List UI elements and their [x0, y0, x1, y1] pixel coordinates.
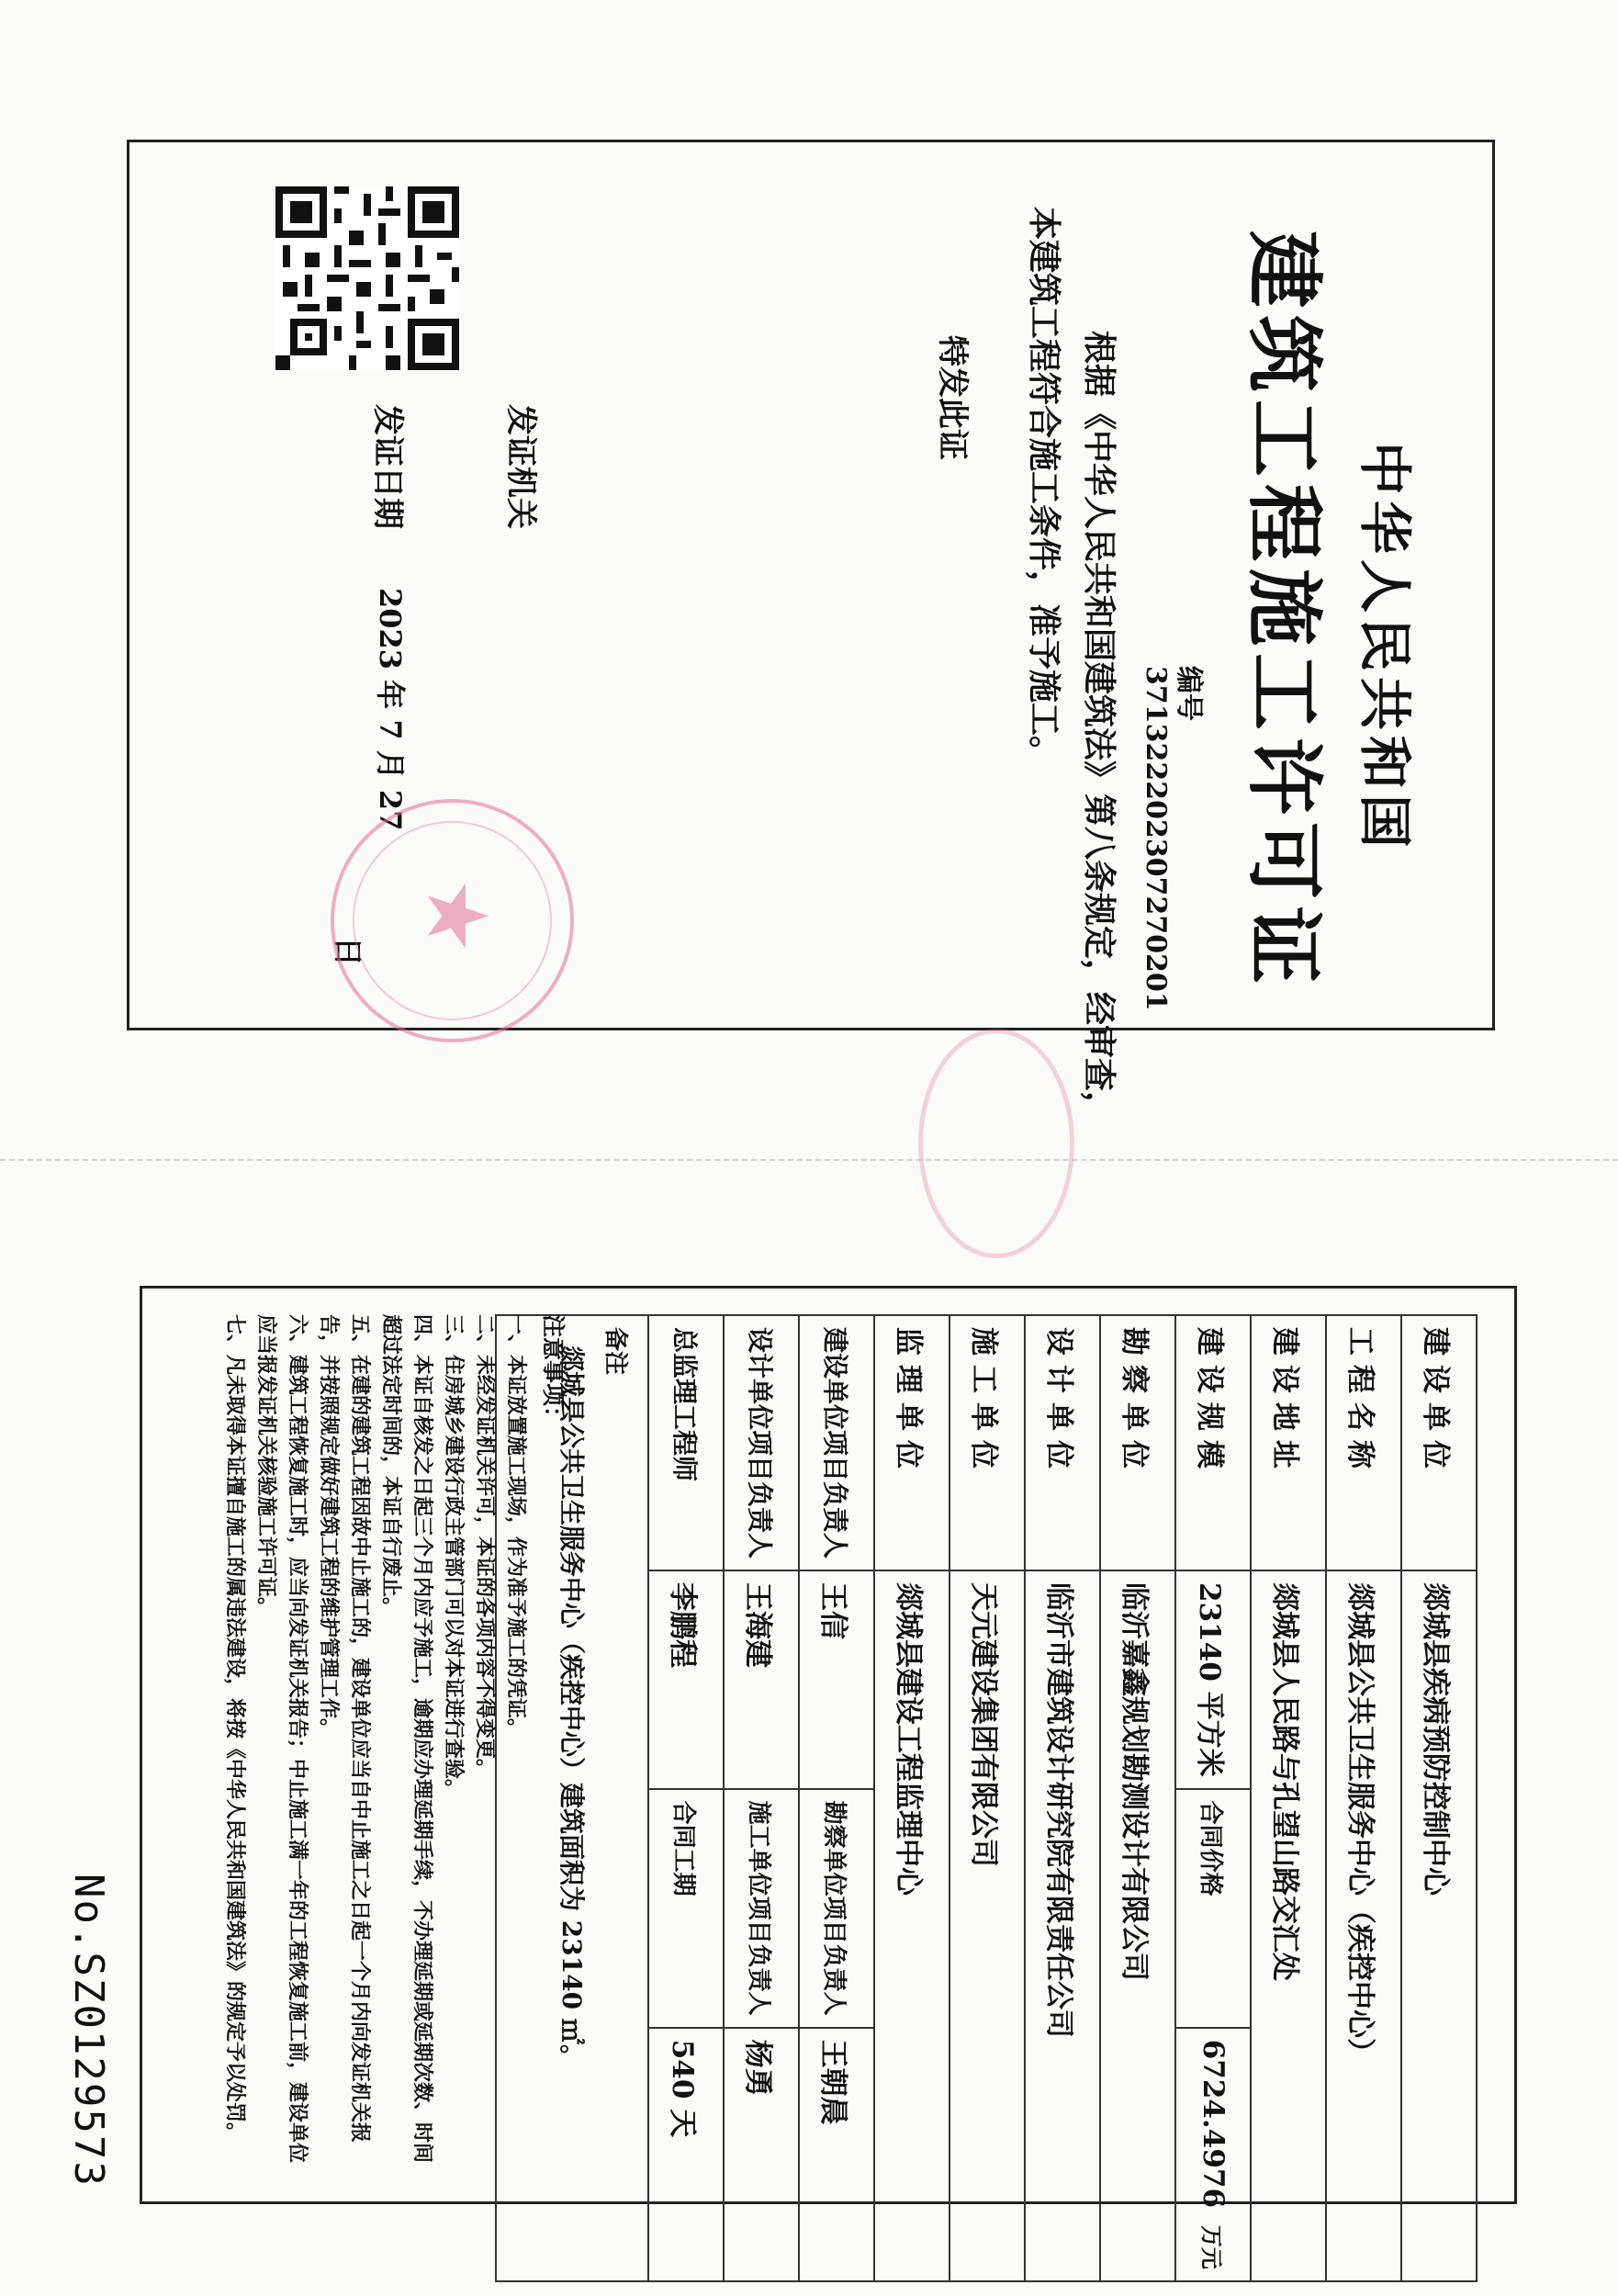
note-item: 四、本证自核发之日起三个月内应予施工，逾期应办理延期手续，不办理延期或延期次数、时间超过法定时间的，本证自行废止。 — [379, 1314, 434, 2164]
permit-details-page — [140, 1286, 1517, 2269]
date-day: 27 — [373, 789, 408, 831]
design-pm-label: 设计单位项目负责人 — [724, 1315, 799, 1570]
permit-number-label: 编号 — [1173, 666, 1205, 721]
address-label: 建设地址 — [1251, 1315, 1326, 1570]
price-label: 合同价格 — [1175, 1789, 1251, 2028]
permit-number-value: 371322202307270201 — [1140, 666, 1172, 1011]
notes-title: 注意事项： — [540, 1314, 567, 1430]
note-item: 二、未经发证机关许可，本证的各项内容不得变更。 — [473, 1314, 497, 1780]
survey-pm-label: 勘察单位项目负责人 — [799, 1789, 874, 2028]
price-cell — [1175, 2028, 1251, 2281]
chief-supervisor-label: 总监理工程师 — [648, 1315, 724, 1570]
date-day-unit: 日 — [331, 937, 365, 967]
note-item: 七、凡未取得本证擅自施工的属违法建设，将按《中华人民共和国建筑法》的规定予以处罚。 — [223, 1314, 247, 2144]
owner-pm-value: 王信 — [799, 1570, 874, 1789]
permit-body-line-2: 本建筑工程符合施工条件，准予施工。 — [1025, 207, 1063, 770]
notes-section — [219, 1314, 568, 2178]
table-row — [874, 1315, 949, 2281]
price-unit: 万元 — [1198, 2224, 1225, 2269]
serial-number: No.SZ0129573 — [65, 1874, 112, 2188]
contract-period-value: 540 天 — [648, 2028, 724, 2281]
date-month-unit: 月 — [373, 749, 408, 780]
survey-pm-value: 王朝晨 — [799, 2028, 874, 2281]
table-row — [799, 1315, 874, 2281]
price-value: 6724.4976 — [1197, 2039, 1230, 2209]
contract-period-label: 合同工期 — [648, 1789, 724, 2028]
chief-supervisor-value: 李鹏程 — [648, 1570, 724, 1789]
table-row — [1025, 1315, 1100, 2281]
permit-body-line-1: 根据《中华人民共和国建筑法》第八条规定，经审查， — [1080, 331, 1118, 1125]
contractor-label: 施工单位 — [949, 1315, 1025, 1570]
authority-label: 发证机关 — [502, 404, 539, 529]
address-value: 郯城县人民路与孔望山路交汇处 — [1251, 1570, 1326, 2281]
permit-title: 建筑工程施工许可证 — [1239, 230, 1330, 991]
table-row — [1401, 1315, 1477, 2281]
note-item: 一、本证放置施工现场，作为准予施工的凭证。 — [504, 1314, 528, 1739]
scale-value: 23140 平方米 — [1175, 1570, 1251, 1789]
note-item: 三、住房城乡建设行政主管部门可以对本证进行查验。 — [442, 1314, 466, 1800]
country-heading: 中华人民共和国 — [1354, 441, 1416, 853]
table-row — [1251, 1315, 1326, 2281]
date-label: 发证日期 — [369, 404, 406, 529]
table-row — [1100, 1315, 1175, 2281]
supervisor-label: 监理单位 — [874, 1315, 949, 1570]
details-table — [495, 1314, 1478, 2282]
table-row — [949, 1315, 1025, 2281]
permit-cover — [127, 140, 1495, 1125]
issue-note: 特发此证 — [934, 335, 971, 460]
date-year-unit: 年 — [373, 680, 408, 710]
design-unit-label: 设计单位 — [1025, 1315, 1100, 1570]
contractor-pm-label: 施工单位项目负责人 — [724, 1789, 799, 2028]
serial-number-wrap — [57, 1874, 112, 2259]
survey-unit-label: 勘察单位 — [1100, 1315, 1175, 1570]
owner-pm-label: 建设单位项目负责人 — [799, 1315, 874, 1570]
table-row — [1175, 1315, 1251, 2281]
project-name-value: 郯城县公共卫生服务中心（疾控中心） — [1326, 1570, 1401, 2281]
note-item: 五、在建的建筑工程因故中止施工的，建设单位应当自中止施工之日起一个月内向发证机关报告，并按照规定做好建筑工程的维护管理工作。 — [317, 1314, 372, 2144]
supervisor-value: 郯城县建设工程监理中心 — [874, 1570, 949, 2281]
table-row — [1326, 1315, 1401, 2281]
seal-star-icon: ★ — [408, 878, 506, 954]
date-month: 7 — [373, 719, 408, 740]
permit-number — [1140, 666, 1212, 1028]
survey-unit-value: 临沂嘉鑫规划勘测设计有限公司 — [1100, 1570, 1175, 2281]
table-row — [648, 1315, 724, 2281]
construction-unit-label: 建设单位 — [1401, 1315, 1477, 1570]
table-row — [724, 1315, 799, 2281]
remark-text: 郯城县公共卫生服务中心（疾控中心）建筑面积为 23140 ㎡。 — [556, 1345, 587, 2070]
scale-label: 建设规模 — [1175, 1315, 1251, 1570]
construction-unit-value: 郯城县疾病预防控制中心 — [1401, 1570, 1477, 2281]
project-name-label: 工程名称 — [1326, 1315, 1401, 1570]
qr-code-icon — [275, 186, 459, 370]
contractor-pm-value: 杨勇 — [724, 2028, 799, 2281]
design-unit-value: 临沂市建筑设计研究院有限责任公司 — [1025, 1570, 1100, 2281]
remark-label: 备注 — [601, 1327, 629, 1376]
partial-seal-icon — [918, 1029, 1074, 1258]
design-pm-value: 王海建 — [724, 1570, 799, 1789]
fold-line — [0, 1159, 1618, 1161]
note-item: 六、建筑工程恢复施工时，应当向发证机关报告；中止施工满一年的工程恢复施工前，建设单位应当报发证机关核验施工许可证。 — [254, 1314, 309, 2164]
contractor-value: 天元建设集团有限公司 — [949, 1570, 1025, 2281]
official-seal-icon — [331, 799, 574, 1042]
date-year: 2023 — [373, 588, 408, 670]
